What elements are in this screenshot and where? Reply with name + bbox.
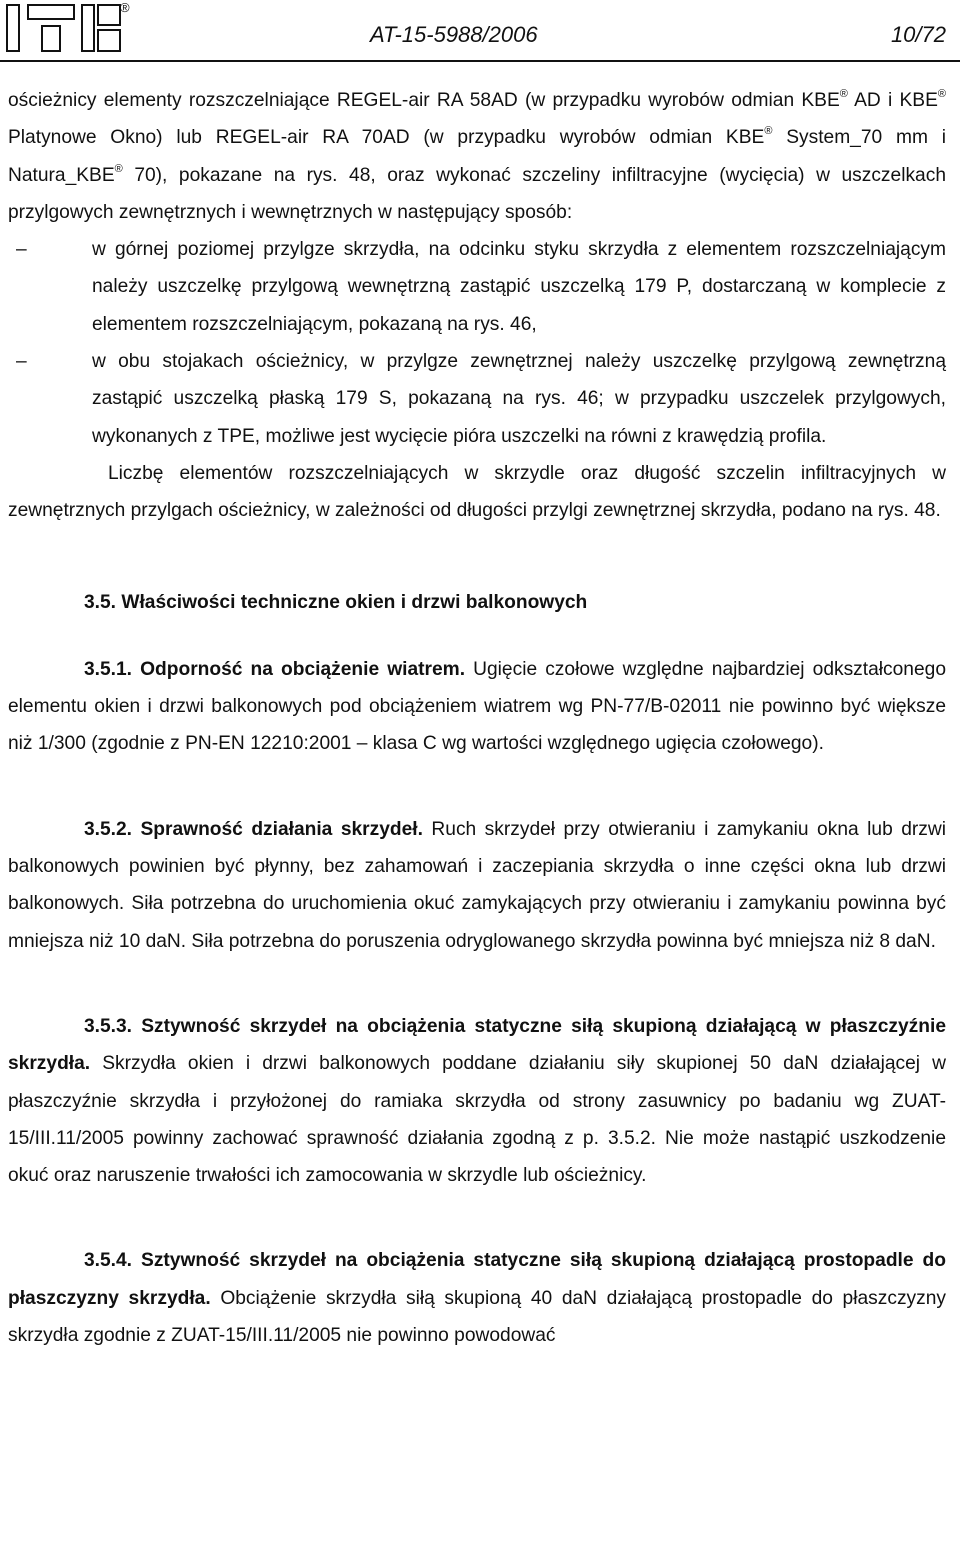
- registered-mark: ®: [120, 0, 130, 15]
- section-3-5-2: 3.5.2. Sprawność działania skrzydeł. Ruch skrzydeł przy otwieraniu i zamykaniu okna lub drzwi balkonowych powinien być płynny, bez zahamowań i zaczepiania skrzydła o inne części okna lub drzwi balkonowych. Siła potrzebna do uruchomienia okuć zamykających przy otwieraniu i zamykaniu powinna być mniejsza niż 10 daN. Siła potrzebna do poruszenia odryglowanego skrzydła powinna być mniejsza niż 8 daN.: [8, 818, 946, 952]
- page-header: [0, 0, 960, 60]
- list-item: – w obu stojakach ościeżnicy, w przylgze zewnętrznej należy uszczelkę przylgową zewnętrzną zastąpić uszczelką płaską 179 S, pokazaną na rys. 46; w przypadku uszczelek przylgowych, wykonanych z TPE, możliwe jest wycięcie pióra uszczelki na równi z krawędzią profila.: [16, 351, 946, 447]
- document-id: AT-15-5988/2006: [370, 22, 538, 47]
- list-item: – w górnej poziomej przylgze skrzydła, na odcinku styku skrzydła z elementem rozszczelniającym należy uszczelkę przylgową wewnętrzną zastąpić uszczelką 179 P, dostarczaną w komplecie z elementem rozszczelniającym, pokazaną na rys. 46,: [16, 239, 946, 335]
- paragraph-intro: ościeżnicy elementy rozszczelniające REGEL-air RA 58AD (w przypadku wyrobów odmian KBE® AD i KBE® Platynowe Okno) lub REGEL-air RA 70AD (w przypadku wyrobów odmian KBE® System_70 mm i Natura_KBE® 70), pokazane na rys. 48, oraz wykonać szczeliny infiltracyjne (wycięcia) w uszczelkach przylgowych zewnętrznych i wewnętrznych w następujący sposób:: [8, 88, 946, 223]
- page-number: 10/72: [890, 22, 946, 47]
- bullet-list: [8, 231, 946, 455]
- section-heading-3-5: 3.5. Właściwości techniczne okien i drzwi balkonowych: [84, 591, 588, 613]
- itb-logo: [6, 4, 122, 52]
- section-3-5-4: 3.5.4. Sztywność skrzydeł na obciążenia statyczne siłą skupioną działającą prostopadle do płaszczyzny skrzydła. Obciążenie skrzydła siłą skupioną 40 daN działającą prostopadle do płaszczyzny skrzydła zgodnie z ZUAT-15/III.11/2005 nie powinno powodować: [8, 1250, 946, 1347]
- section-3-5-1: 3.5.1. Odporność na obciążenie wiatrem. Ugięcie czołowe względne najbardziej odkształconego elementu okien i drzwi balkonowych pod obciążeniem wiatrem wg PN-77/B-02011 nie powinno być większe niż 1/300 (zgodnie z PN-EN 12210:2001 – klasa C wg wartości względnego ugięcia czołowego).: [8, 658, 946, 755]
- document-body: [8, 82, 946, 1354]
- section-3-5-3: 3.5.3. Sztywność skrzydeł na obciążenia statyczne siłą skupioną działającą w płaszczyźnie skrzydła. Skrzydła okien i drzwi balkonowych poddane działaniu siły skupionej 50 daN działającej w płaszczyźnie skrzydła i przyłożonej do ramiaka skrzydła od strony zasuwnicy po badaniu wg ZUAT-15/III.11/2005 powinny zachować sprawność działania zgodną z p. 3.5.2. Nie może nastąpić uszkodzenie okuć oraz naruszenie trwałości ich zamocowania w skrzydle lub ościeżnicy.: [8, 1015, 946, 1187]
- header-rule: [0, 60, 960, 62]
- paragraph-slots: Liczbę elementów rozszczelniających w skrzydle oraz długość szczelin infiltracyjnych w zewnętrznych przylgach ościeżnicy, w zależności od długości przylgi zewnętrznej skrzydła, podano na rys. 48.: [8, 462, 946, 522]
